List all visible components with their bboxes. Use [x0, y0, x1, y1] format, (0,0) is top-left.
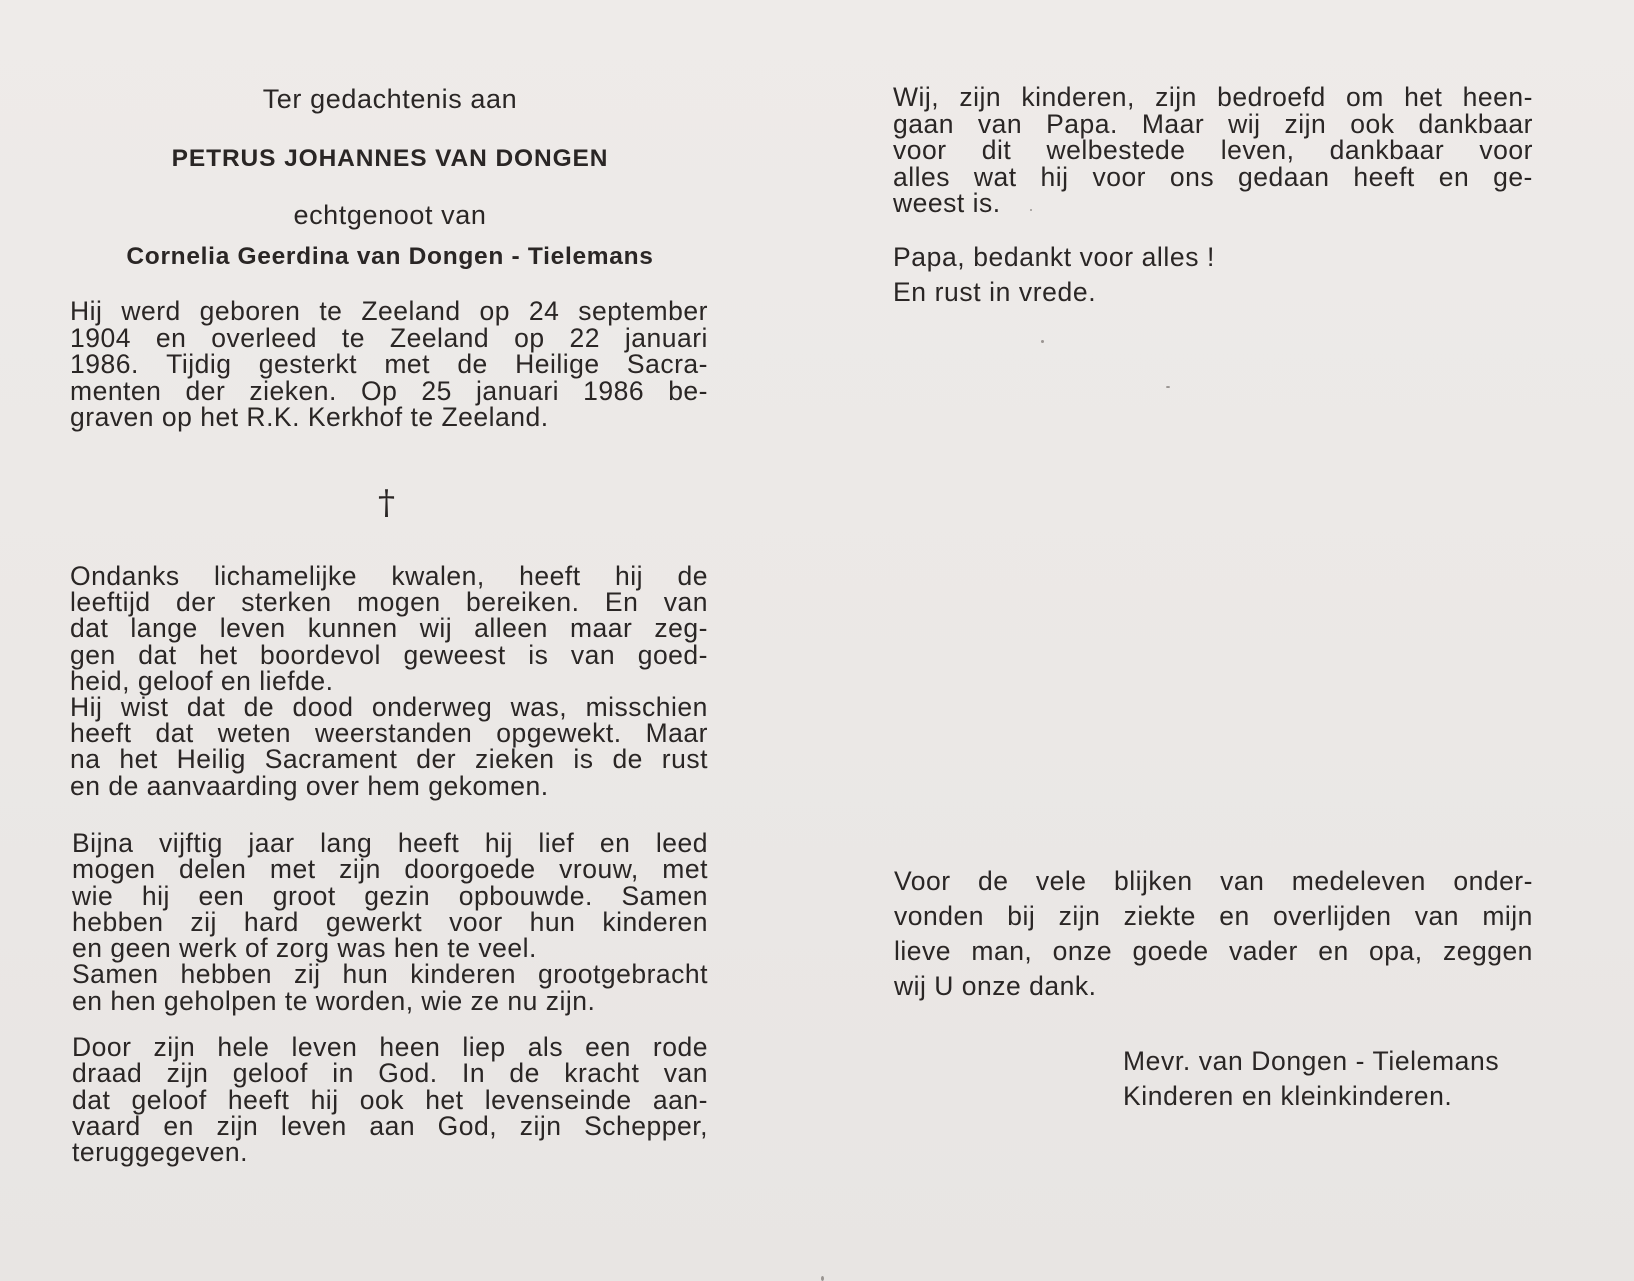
- paper-speck: [821, 1276, 824, 1281]
- word: ge-: [1493, 161, 1533, 192]
- word: om: [1346, 82, 1384, 112]
- cross-icon: †: [378, 483, 395, 523]
- word: leven: [291, 1032, 358, 1062]
- word: leven,: [1220, 135, 1295, 165]
- word: zijn: [519, 1110, 562, 1141]
- word: 1904: [70, 322, 131, 353]
- word: heeft: [70, 718, 132, 749]
- rest-in-peace-line: En rust in vrede.: [893, 277, 1097, 307]
- word: wij: [1228, 108, 1261, 139]
- relation-text: echtgenoot van: [293, 200, 487, 230]
- word: mogen: [72, 854, 156, 885]
- word: Door: [72, 1032, 132, 1062]
- word: januari: [475, 375, 560, 406]
- word: Maar: [1141, 108, 1205, 139]
- word: aan-: [652, 1084, 708, 1115]
- word: gedaan: [1238, 161, 1330, 192]
- word: vaard: [72, 1110, 141, 1141]
- word: boordevol: [260, 639, 381, 670]
- word: lieve: [894, 936, 952, 966]
- word: heeft: [519, 561, 581, 591]
- word: En: [604, 587, 639, 618]
- word: van: [663, 1058, 708, 1089]
- word: Hij: [70, 296, 103, 326]
- word: lang: [320, 828, 373, 858]
- word: hard: [243, 906, 299, 937]
- word: blijken: [1113, 866, 1193, 896]
- word: hebben: [72, 906, 164, 937]
- word: heeft: [397, 828, 460, 858]
- word: wist: [120, 692, 169, 723]
- paper-speck: [1166, 386, 1170, 388]
- word: gen: [70, 639, 116, 670]
- word: de: [243, 692, 275, 723]
- word: Papa.: [1046, 108, 1118, 139]
- word: kracht: [564, 1058, 640, 1089]
- word: vrouw,: [559, 854, 639, 885]
- word: mijn: [1482, 901, 1533, 931]
- word: geloof: [131, 1084, 207, 1115]
- paragraph-line: [72, 906, 708, 937]
- word: het: [1404, 82, 1443, 112]
- word: rust: [661, 744, 708, 775]
- word: weten: [217, 718, 292, 749]
- word: op: [479, 296, 510, 326]
- word: bedroefd: [1217, 82, 1326, 112]
- word: dankbaar: [1418, 108, 1533, 139]
- word: en: [163, 1110, 194, 1141]
- word: met: [384, 349, 431, 379]
- word: voor: [1092, 161, 1147, 192]
- word: Hij: [70, 692, 103, 723]
- word: menten: [70, 375, 162, 406]
- word: dankbaar: [1329, 135, 1445, 165]
- paragraph-line: en geen werk of zorg was hen te veel.: [72, 933, 537, 964]
- word: leeftijd: [70, 587, 151, 618]
- paragraph-line: [72, 959, 708, 990]
- word: Voor: [894, 866, 951, 896]
- paragraph-line: [72, 1084, 708, 1115]
- word: onder-: [1453, 866, 1533, 896]
- word: be-: [668, 375, 708, 406]
- word: in: [332, 1058, 354, 1089]
- spouse-name: Cornelia Geerdina van Dongen - Tielemans: [126, 243, 654, 270]
- word: gesterkt: [258, 349, 358, 379]
- life-paragraph: [70, 563, 708, 799]
- word: Tijdig: [166, 349, 232, 379]
- word: dat: [155, 718, 194, 749]
- word: wie: [72, 880, 114, 911]
- word: is: [573, 744, 594, 775]
- paragraph-line: [893, 137, 1533, 164]
- paragraph-line: [70, 375, 708, 406]
- marriage-paragraph: [72, 830, 708, 1014]
- paragraph-line: [70, 744, 708, 775]
- word: hij: [141, 880, 170, 911]
- word: op: [514, 322, 545, 353]
- paragraph-line: [70, 351, 708, 378]
- word: weerstanden: [315, 718, 473, 749]
- paragraph-line: [70, 587, 708, 618]
- word: zijn: [1058, 901, 1101, 931]
- word: grootgebracht: [537, 959, 708, 990]
- intro-text: Ter gedachtenis aan: [262, 84, 518, 114]
- word: Zeeland: [361, 296, 461, 326]
- word: onderweg: [371, 692, 493, 723]
- word: dood: [292, 692, 354, 723]
- word: opgewekt.: [496, 718, 622, 749]
- word: alleen: [474, 613, 548, 644]
- word: zijn: [339, 854, 381, 885]
- word: januari: [624, 322, 708, 353]
- deceased-name: PETRUS JOHANNES VAN DONGEN: [171, 145, 609, 172]
- word: te: [341, 322, 365, 353]
- word: als: [527, 1032, 564, 1062]
- word: heen-: [1462, 82, 1533, 112]
- word: kunnen: [307, 613, 398, 644]
- word: een: [585, 1032, 631, 1062]
- paragraph-line: [893, 108, 1533, 139]
- word: 22: [569, 322, 600, 353]
- word: heen: [379, 1032, 441, 1062]
- word: het: [119, 744, 158, 775]
- word: dat: [186, 692, 226, 723]
- word: 24: [528, 296, 560, 326]
- word: voor: [449, 906, 503, 937]
- word: zij: [293, 959, 321, 990]
- word: hun: [342, 959, 389, 990]
- word: kinderen: [410, 959, 516, 990]
- word: Wij,: [893, 82, 940, 112]
- word: opa,: [1369, 936, 1423, 966]
- word: met: [269, 854, 316, 885]
- word: van: [1414, 901, 1459, 931]
- word: september: [578, 296, 708, 326]
- paragraph-line: weest is.: [893, 188, 1001, 218]
- word: Samen: [621, 880, 708, 911]
- word: Heilige: [515, 349, 600, 379]
- word: zijn: [1284, 108, 1327, 139]
- word: heeft: [227, 1084, 290, 1115]
- paragraph-line: en de aanvaarding over hem gekomen.: [70, 770, 549, 801]
- word: overleed: [211, 322, 317, 353]
- word: welbestede: [1046, 135, 1186, 165]
- paper-speck: [1041, 340, 1044, 343]
- word: leven: [280, 1110, 347, 1141]
- signature-widow: Mevr. van Dongen - Tielemans: [1123, 1046, 1500, 1076]
- word: Ondanks: [70, 561, 180, 591]
- word: zieken.: [249, 375, 337, 406]
- word: dat: [138, 639, 177, 670]
- thanks-line: Papa, bedankt voor alles !: [893, 242, 1216, 272]
- paragraph-line: [70, 563, 708, 589]
- paragraph-line: [70, 298, 708, 325]
- word: zieken: [474, 744, 555, 775]
- word: ziekte: [1123, 901, 1196, 931]
- word: kinderen,: [1021, 82, 1135, 112]
- word: ons: [1169, 161, 1215, 192]
- word: wij: [419, 613, 453, 644]
- word: lange: [130, 613, 198, 644]
- word: ook: [1350, 108, 1395, 139]
- word: bij: [1007, 901, 1036, 931]
- word: ook: [359, 1084, 404, 1115]
- word: het: [425, 1084, 464, 1115]
- paragraph-line: [70, 718, 708, 749]
- word: gezin: [364, 880, 431, 911]
- paragraph-line: [894, 934, 1533, 969]
- word: een: [198, 880, 245, 911]
- paragraph-line: [893, 84, 1533, 111]
- word: en: [155, 322, 187, 353]
- paragraph-line: [72, 1034, 708, 1060]
- word: Op: [360, 375, 398, 406]
- paragraph-line: en hen geholpen te worden, wie ze nu zijn.: [72, 985, 596, 1016]
- word: kinderen: [602, 906, 708, 937]
- word: kwalen,: [391, 561, 485, 591]
- word: gewerkt: [325, 906, 423, 937]
- word: maar: [569, 613, 633, 644]
- word: 1986.: [70, 349, 139, 379]
- paragraph-line: [894, 864, 1533, 899]
- word: dit: [981, 135, 1012, 165]
- word: en: [1438, 161, 1470, 192]
- word: levenseinde: [484, 1084, 632, 1115]
- word: der: [176, 587, 216, 618]
- paper-speck: [1030, 209, 1032, 211]
- word: God.: [378, 1058, 438, 1089]
- word: en: [1318, 936, 1349, 966]
- word: aan: [369, 1110, 416, 1141]
- paragraph-line: [70, 692, 708, 723]
- word: zijn: [166, 1058, 209, 1089]
- paragraph-line: wij U onze dank.: [894, 971, 1097, 1001]
- word: voor: [893, 135, 947, 165]
- word: hij: [1040, 161, 1069, 192]
- word: goed-: [637, 639, 708, 670]
- paragraph-line: [894, 899, 1533, 934]
- word: lief: [538, 828, 575, 858]
- word: de: [977, 866, 1009, 896]
- paragraph-line: [893, 161, 1533, 192]
- word: werd: [121, 296, 181, 326]
- word: van: [570, 639, 616, 670]
- word: zij: [190, 906, 217, 937]
- word: doorgoede: [404, 854, 536, 885]
- word: der: [185, 375, 226, 406]
- word: geboren: [199, 296, 301, 326]
- word: God,: [437, 1110, 498, 1141]
- word: In: [461, 1058, 486, 1089]
- word: heeft: [1353, 161, 1415, 192]
- word: de: [677, 561, 708, 591]
- word: hele: [217, 1032, 270, 1062]
- paragraph-line: graven op het R.K. Kerkhof te Zeeland.: [70, 402, 549, 432]
- word: Maar: [645, 718, 708, 749]
- word: zijn: [153, 1032, 196, 1062]
- word: en: [599, 828, 631, 858]
- word: medeleven: [1291, 866, 1426, 896]
- word: Samen: [72, 959, 159, 990]
- paragraph-line: [72, 880, 708, 911]
- word: hij: [310, 1084, 339, 1115]
- word: Zeeland: [389, 322, 490, 353]
- word: dat: [70, 613, 109, 644]
- word: mogen: [357, 587, 441, 618]
- paragraph-line: heid, geloof en liefde.: [70, 665, 334, 696]
- word: met: [662, 854, 708, 885]
- word: en: [1219, 901, 1250, 931]
- word: 1986: [583, 375, 645, 406]
- word: onze: [1052, 936, 1113, 966]
- paragraph-line: [72, 854, 708, 885]
- word: draad: [72, 1058, 143, 1089]
- word: vijftig: [158, 828, 223, 858]
- gratitude-paragraph: [894, 864, 1533, 1004]
- word: Heilig: [176, 744, 246, 775]
- word: overlijden: [1273, 901, 1392, 931]
- word: het: [199, 639, 238, 670]
- word: man,: [971, 936, 1033, 966]
- word: vonden: [894, 901, 984, 931]
- word: zeggen: [1442, 936, 1533, 966]
- word: opbouwde.: [458, 880, 593, 911]
- word: van: [977, 108, 1023, 139]
- word: jaar: [248, 828, 295, 858]
- children-paragraph: [893, 84, 1533, 217]
- word: groot: [272, 880, 336, 911]
- word: voor: [1479, 135, 1533, 165]
- paragraph-line: [72, 830, 708, 856]
- paragraph-line: [70, 322, 708, 353]
- word: liep: [462, 1032, 506, 1062]
- word: de: [457, 349, 488, 379]
- word: 25: [421, 375, 452, 406]
- word: Sacra-: [626, 349, 708, 379]
- word: rode: [652, 1032, 708, 1062]
- faith-paragraph: [72, 1032, 708, 1168]
- word: lichamelijke: [214, 561, 357, 591]
- word: vele: [1035, 866, 1087, 896]
- word: hun: [529, 906, 576, 937]
- word: Bijna: [72, 828, 134, 858]
- word: zijn: [1155, 82, 1197, 112]
- word: gaan: [893, 108, 954, 139]
- word: alles: [893, 161, 951, 192]
- word: delen: [179, 854, 247, 885]
- word: van: [663, 587, 708, 618]
- word: der: [416, 744, 457, 775]
- word: Schepper,: [584, 1110, 708, 1141]
- word: sterken: [241, 587, 332, 618]
- word: geweest: [403, 639, 506, 670]
- paragraph-line: [70, 639, 708, 670]
- signature-family: Kinderen en kleinkinderen.: [1123, 1081, 1453, 1111]
- word: te: [319, 296, 343, 326]
- word: geloof: [232, 1058, 308, 1089]
- word: misschien: [585, 692, 708, 723]
- word: leed: [655, 828, 708, 858]
- word: wat: [973, 161, 1017, 192]
- word: hij: [615, 561, 644, 591]
- word: hebben: [180, 959, 272, 990]
- word: is: [528, 639, 549, 670]
- birth-death-paragraph: [70, 298, 708, 431]
- word: hij: [484, 828, 513, 858]
- word: van: [1220, 866, 1265, 896]
- word: de: [509, 1058, 540, 1089]
- word: leven: [219, 613, 286, 644]
- word: na: [70, 744, 101, 775]
- word: zijn: [959, 82, 1002, 112]
- word: vader: [1229, 936, 1298, 966]
- word: was,: [510, 692, 568, 723]
- word: Sacrament: [264, 744, 398, 775]
- word: zijn: [216, 1110, 259, 1141]
- paragraph-line: [72, 1058, 708, 1089]
- word: zeg-: [654, 613, 708, 644]
- paragraph-line: teruggegeven.: [72, 1137, 248, 1168]
- word: goede: [1132, 936, 1209, 966]
- word: de: [612, 744, 643, 775]
- paragraph-line: [70, 613, 708, 644]
- right-page: [817, 0, 1634, 1281]
- paragraph-line: [72, 1110, 708, 1141]
- word: dat: [72, 1084, 111, 1115]
- word: bereiken.: [465, 587, 580, 618]
